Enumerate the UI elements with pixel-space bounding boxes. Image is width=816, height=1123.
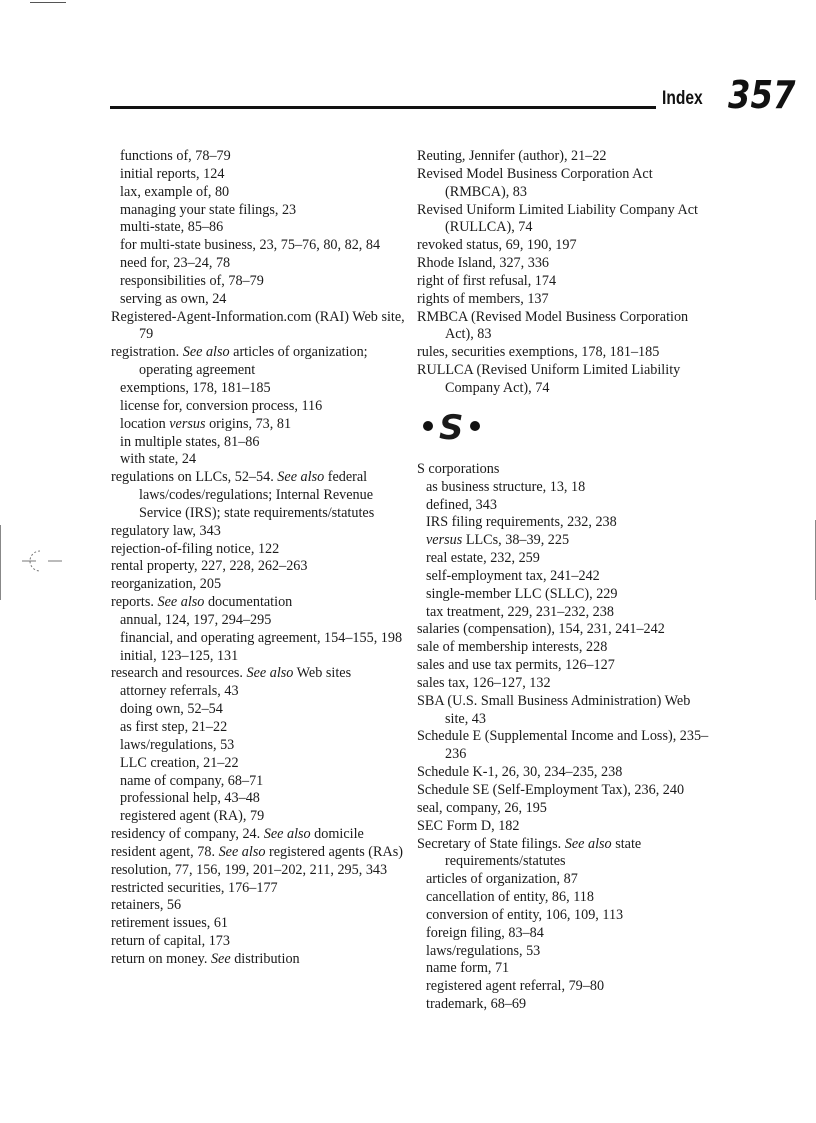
index-subentry — [111, 612, 407, 630]
index-entry — [111, 665, 407, 683]
index-subentry — [417, 996, 717, 1014]
entry-text: rights of members, 137 — [417, 290, 549, 307]
entry-text: Web sites — [293, 665, 352, 682]
entry-text: tax treatment, 229, 231–232, 238 — [426, 603, 614, 620]
index-subentry — [417, 907, 717, 925]
index-subentry — [111, 755, 407, 773]
entry-text: single-member LLC (SLLC), 229 — [426, 585, 618, 602]
entry-text: restricted securities, 176–177 — [111, 879, 278, 896]
entry-text: Registered-Agent-Information.com (RAI) Web site, 79 — [111, 308, 405, 343]
entry-text: SEC Form D, 182 — [417, 817, 520, 834]
entry-text: LLCs, 38–39, 225 — [462, 532, 570, 549]
index-entry — [111, 933, 407, 951]
entry-text: RULLCA (Revised Uniform Limited Liability Company Act), 74 — [417, 362, 681, 396]
entry-text: documentation — [204, 594, 293, 611]
entry-text: sale of membership interests, 228 — [417, 639, 608, 656]
index-entry — [417, 166, 717, 202]
index-subentry — [417, 978, 717, 996]
entry-text: Schedule SE (Self-Employment Tax), 236, 240 — [417, 782, 685, 798]
entry-text: SBA (U.S. Small Business Administration) Web site, 43 — [417, 692, 691, 727]
index-entry — [417, 291, 717, 309]
header-rule — [110, 106, 656, 109]
index-subentry — [111, 630, 407, 648]
entry-text: professional help, 43–48 — [120, 790, 260, 807]
index-entry — [111, 576, 407, 594]
entry-text: managing your state filings, 23 — [120, 201, 297, 218]
index-subentry — [417, 568, 717, 586]
entry-text: exemptions, 178, 181–185 — [120, 379, 271, 396]
index-subentry — [111, 166, 407, 184]
index-entry — [111, 523, 407, 541]
entry-text: retainers, 56 — [111, 897, 182, 914]
index-subentry — [111, 273, 407, 291]
entry-text: return on money. — [111, 950, 211, 967]
entry-text: reports. — [111, 594, 158, 611]
index-subentry — [111, 380, 407, 398]
index-subentry — [111, 398, 407, 416]
entry-text: self-employment tax, 241–242 — [426, 567, 600, 584]
entry-text: registered agent (RA), 79 — [120, 808, 265, 825]
registration-mark-icon — [22, 549, 62, 573]
index-subentry — [111, 255, 407, 273]
entry-text: rental property, 227, 228, 262–263 — [111, 558, 308, 575]
entry-text: name of company, 68–71 — [120, 772, 264, 789]
entry-text: registered agent referral, 79–80 — [426, 978, 605, 995]
index-subentry — [417, 889, 717, 907]
index-entry — [417, 836, 717, 872]
index-entry — [111, 309, 407, 345]
entry-text: seal, company, 26, 195 — [417, 799, 547, 816]
margin-line-left — [0, 525, 1, 600]
bullet-icon — [470, 421, 480, 431]
entry-text: financial, and operating agreement, 154–155, 198 — [120, 629, 403, 646]
entry-text: Revised Model Business Corporation Act (RMBCA), 83 — [417, 165, 653, 200]
entry-text: foreign filing, 83–84 — [426, 924, 544, 941]
cross-reference-term: See also — [564, 835, 612, 852]
cross-reference-term: See also — [246, 665, 294, 682]
cross-reference-term: See also — [157, 594, 205, 611]
index-subentry — [417, 604, 717, 622]
index-entry — [417, 764, 717, 782]
entry-text: sales and use tax permits, 126–127 — [417, 657, 615, 674]
index-entries-s — [417, 461, 717, 1014]
index-subentry — [111, 202, 407, 220]
index-entry — [417, 148, 717, 166]
index-subentry — [417, 550, 717, 568]
index-entry — [417, 639, 717, 657]
index-subentry — [111, 683, 407, 701]
entry-text: IRS filing requirements, 232, 238 — [426, 514, 617, 531]
index-entry — [417, 273, 717, 291]
entry-text: as first step, 21–22 — [120, 719, 228, 735]
index-entry — [111, 541, 407, 559]
cross-reference-term: versus — [169, 415, 206, 432]
index-entry — [111, 880, 407, 898]
entry-text: rules, securities exemptions, 178, 181–185 — [417, 344, 660, 361]
entry-text: Rhode Island, 327, 336 — [417, 255, 550, 272]
index-subentry — [111, 773, 407, 791]
entry-text: LLC creation, 21–22 — [120, 754, 239, 771]
index-subentry — [111, 237, 407, 255]
index-entry — [417, 202, 717, 238]
index-entry — [417, 621, 717, 639]
index-entry — [417, 657, 717, 675]
index-subentry — [111, 148, 407, 166]
entry-text: trademark, 68–69 — [426, 996, 527, 1013]
cross-reference-term: See also — [182, 344, 230, 361]
entry-text: rejection-of-filing notice, 122 — [111, 540, 280, 557]
index-entry — [417, 255, 717, 273]
entry-text: RMBCA (Revised Model Business Corporation Act), 83 — [417, 308, 689, 343]
index-entry — [111, 344, 407, 380]
entry-text: need for, 23–24, 78 — [120, 255, 231, 272]
index-subentry — [111, 648, 407, 666]
cross-reference-term: See — [210, 950, 231, 967]
entry-text: regulatory law, 343 — [111, 522, 221, 539]
entry-text: return of capital, 173 — [111, 933, 230, 950]
cross-reference-term: See also — [263, 826, 311, 843]
section-heading-s — [417, 408, 717, 448]
entry-text: articles of organization, 87 — [426, 871, 578, 888]
entry-text: registered agents (RAs) — [265, 843, 403, 860]
index-subentry — [111, 701, 407, 719]
entry-text: federal laws/codes/regulations; Internal Revenue Service (IRS); state requirements/statutes — [139, 469, 375, 521]
index-subentry — [417, 943, 717, 961]
entry-text: cancellation of entity, 86, 118 — [426, 889, 594, 906]
entry-text: Secretary of State filings. — [417, 835, 565, 852]
index-subentry — [111, 219, 407, 237]
entry-text: doing own, 52–54 — [120, 701, 223, 718]
entry-text: name form, 71 — [426, 960, 510, 977]
index-entry — [111, 897, 407, 915]
entry-text: reorganization, 205 — [111, 576, 222, 593]
entry-text: initial reports, 124 — [120, 165, 225, 182]
index-subentry — [111, 434, 407, 452]
index-entry — [111, 469, 407, 523]
entry-text: resolution, 77, 156, 199, 201–202, 211, 295, 343 — [111, 861, 388, 878]
index-entry — [417, 344, 717, 362]
index-entry — [111, 594, 407, 612]
entry-text: functions of, 78–79 — [120, 148, 231, 164]
entry-text: conversion of entity, 106, 109, 113 — [426, 906, 624, 923]
entry-text: real estate, 232, 259 — [426, 550, 540, 567]
index-subentry — [417, 871, 717, 889]
entry-text: origins, 73, 81 — [205, 415, 292, 432]
section-letter: S — [439, 407, 464, 448]
index-subentry — [417, 497, 717, 515]
index-entry — [111, 862, 407, 880]
entry-text: as business structure, 13, 18 — [426, 478, 586, 495]
entry-text: sales tax, 126–127, 132 — [417, 674, 551, 691]
index-subentry — [417, 925, 717, 943]
index-subentry — [417, 532, 717, 550]
index-entry — [417, 818, 717, 836]
index-subentry — [417, 586, 717, 604]
index-subentry — [111, 184, 407, 202]
entry-text: regulations on LLCs, 52–54. — [111, 469, 278, 486]
crop-mark-top — [30, 2, 66, 3]
entry-text: laws/regulations, 53 — [120, 736, 235, 753]
entry-text: state requirements/statutes — [445, 835, 642, 870]
index-subentry — [417, 479, 717, 497]
entry-text: residency of company, 24. — [111, 826, 264, 843]
entry-text: defined, 343 — [426, 496, 497, 513]
cross-reference-term: versus — [426, 532, 463, 549]
entry-text: in multiple states, 81–86 — [120, 433, 260, 450]
entry-text: laws/regulations, 53 — [426, 942, 541, 959]
entry-text: initial, 123–125, 131 — [120, 647, 239, 664]
index-entry — [111, 558, 407, 576]
index-entry — [111, 915, 407, 933]
entry-text: attorney referrals, 43 — [120, 683, 239, 700]
index-entry — [417, 675, 717, 693]
entry-text: Schedule K-1, 26, 30, 234–235, 238 — [417, 764, 623, 781]
index-entry — [111, 844, 407, 862]
index-entry — [417, 309, 717, 345]
index-subentry — [111, 737, 407, 755]
entry-text: Reuting, Jennifer (author), 21–22 — [417, 148, 607, 164]
entry-text: salaries (compensation), 154, 231, 241–242 — [417, 621, 665, 638]
entry-text: retirement issues, 61 — [111, 915, 229, 932]
entry-text: lax, example of, 80 — [120, 183, 230, 200]
index-entry — [417, 362, 717, 398]
cross-reference-term: See also — [277, 469, 325, 486]
entry-text: for multi-state business, 23, 75–76, 80, 82, 84 — [120, 237, 381, 254]
entry-text: registration. — [111, 344, 183, 361]
index-entry — [417, 782, 717, 800]
index-subentry — [111, 790, 407, 808]
entry-text: articles of organization; operating agreement — [139, 344, 368, 379]
entry-text: responsibilities of, 78–79 — [120, 272, 264, 289]
index-column-left — [111, 148, 407, 969]
index-entry — [111, 951, 407, 969]
index-subentry — [111, 451, 407, 469]
entry-text: distribution — [230, 950, 300, 967]
entry-text: right of first refusal, 174 — [417, 272, 557, 289]
cross-reference-term: See also — [218, 843, 266, 860]
entry-text: research and resources. — [111, 665, 247, 682]
index-entry — [417, 461, 717, 479]
index-column-right — [417, 148, 717, 1014]
index-subentry — [111, 808, 407, 826]
bullet-icon — [423, 421, 433, 431]
index-entry — [417, 237, 717, 255]
entry-text: annual, 124, 197, 294–295 — [120, 611, 272, 628]
index-subentry — [417, 514, 717, 532]
index-entry — [417, 728, 717, 764]
entry-text: resident agent, 78. — [111, 843, 219, 860]
entry-text: serving as own, 24 — [120, 290, 227, 307]
index-subentry — [111, 291, 407, 309]
running-head: Index — [662, 88, 703, 109]
entry-text: Revised Uniform Limited Liability Company Act (RULLCA), 74 — [417, 201, 698, 236]
index-subentry — [111, 416, 407, 434]
index-subentry — [417, 960, 717, 978]
entry-text: Schedule E (Supplemental Income and Loss), 235–236 — [417, 728, 709, 763]
entry-text: license for, conversion process, 116 — [120, 397, 323, 414]
entry-text: with state, 24 — [120, 451, 197, 468]
entry-text: location — [120, 415, 170, 432]
index-entry — [417, 800, 717, 818]
index-entries-r — [417, 148, 717, 398]
entry-text: multi-state, 85–86 — [120, 219, 224, 236]
page-number: 357 — [728, 73, 796, 117]
entry-text: revoked status, 69, 190, 197 — [417, 237, 577, 254]
entry-text: domicile — [310, 826, 364, 843]
index-subentry — [111, 719, 407, 737]
entry-text: S corporations — [417, 460, 500, 477]
index-entry — [111, 826, 407, 844]
index-entry — [417, 693, 717, 729]
